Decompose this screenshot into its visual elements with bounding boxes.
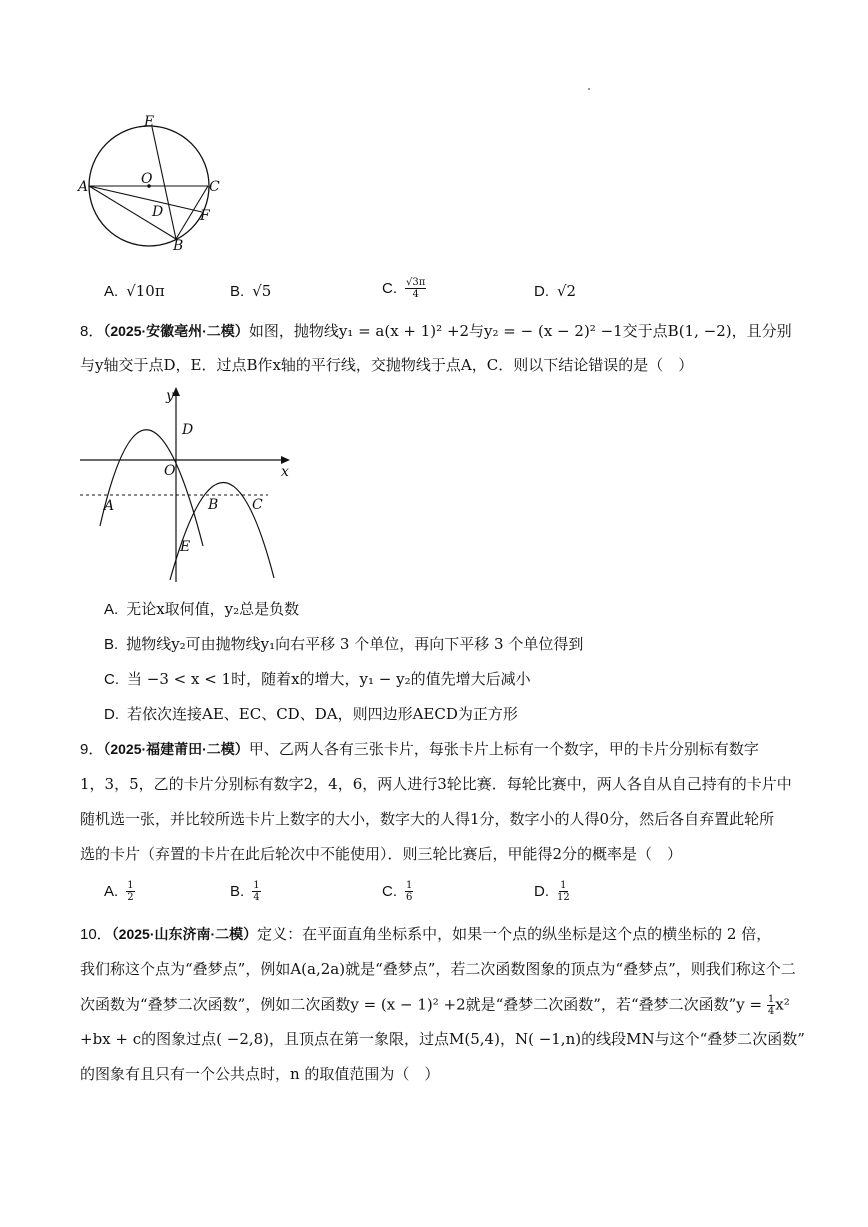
- q9-option-d[interactable]: D. $\frac{1}{12}$: [534, 880, 570, 903]
- circle-figure: [72, 112, 232, 252]
- fraction: $\frac{1}{2}$: [127, 880, 134, 903]
- stray-dot: [588, 88, 590, 90]
- q9-option-b[interactable]: B. $\frac{1}{4}$: [230, 880, 260, 903]
- label-o: O: [164, 463, 176, 479]
- q8-option-c[interactable]: C. 当 −3 < x < 1时，随着x的增大，y₁ − y₂的值先增大后减小: [104, 670, 531, 688]
- label-f: F: [200, 208, 210, 224]
- q9-line-2: 1，3，5，乙的卡片分别标有数字2，4，6，两人进行3轮比赛．每轮比赛中，两人各自从自己持有的卡片中: [80, 775, 792, 793]
- label-b: B: [208, 497, 219, 513]
- label-a: A: [78, 179, 89, 195]
- q7-option-d[interactable]: D. √2: [534, 282, 577, 300]
- q10-line-2: 我们称这个点为“叠梦点”，例如A(a,2a)就是“叠梦点”，若二次函数图象的顶点为“叠梦点”，则我们称这个二: [80, 960, 796, 978]
- q9-line-4: 选的卡片（弃置的卡片在此后轮次中不能使用）．则三轮比赛后，甲能得2分的概率是（ ）: [80, 845, 683, 863]
- q9-line-3: 随机选一张，并比较所选卡片上数字的大小，数字大的人得1分，数字小的人得0分，然后各自弃置此轮所: [80, 810, 775, 828]
- q9-option-a[interactable]: A. $\frac{1}{2}$: [104, 880, 134, 903]
- q8-line-2: 与y轴交于点D，E．过点B作x轴的平行线，交抛物线于点A，C．则以下结论错误的是（ ）: [80, 356, 694, 374]
- q8-option-a[interactable]: A. 无论x取何值，y₂总是负数: [104, 600, 300, 618]
- label-e: E: [144, 114, 155, 130]
- parabola-y1: [100, 430, 203, 546]
- q8-option-d[interactable]: D. 若依次连接AE、EC、CD、DA，则四边形AECD为正方形: [104, 705, 518, 723]
- q10-line-1: 10．（2025·山东济南·二模）定义：在平面直角坐标系中，如果一个点的纵坐标是这个点的横坐标的 2 倍，: [80, 925, 772, 943]
- label-x: x: [281, 464, 289, 480]
- q9-option-c[interactable]: C. $\frac{1}{6}$: [382, 880, 413, 903]
- fraction: $\frac{1}{6}$: [406, 880, 413, 903]
- x-axis-arrow: [281, 456, 290, 464]
- fraction: $\frac{1}{12}$: [557, 880, 570, 903]
- label-d: D: [182, 422, 194, 438]
- q7-option-b[interactable]: B. √5: [230, 282, 272, 300]
- label-a: A: [104, 498, 115, 514]
- fraction: $\frac{1}{4}$: [767, 994, 775, 1017]
- q10-line-3: 次函数为“叠梦二次函数”，例如二次函数y = (x − 1)² +2就是“叠梦二次函数”，若“叠梦二次函数”y = $\frac{1}{4}$ x²: [80, 994, 790, 1017]
- label-b: B: [173, 238, 184, 252]
- label-y: y: [166, 388, 174, 404]
- chord-eb: [152, 127, 176, 239]
- q7-option-a[interactable]: A. √10π: [104, 282, 165, 300]
- q7-option-c[interactable]: C. $\frac{√3\pi}{4}$: [382, 277, 426, 300]
- q9-line-1: 9．（2025·福建莆田·二模）甲、乙两人各有三张卡片，每张卡片上标有一个数字，甲的卡片分别标有数字: [80, 740, 759, 758]
- fraction: $\frac{√3\pi}{4}$: [406, 277, 426, 300]
- q10-line-4: +bx + c的图象过点( −2,8)，且顶点在第一象限，过点M(5,4)，N( −1,n)的线段MN与这个“叠梦二次函数”: [80, 1030, 805, 1048]
- label-e: E: [180, 539, 191, 555]
- q10-line-5: 的图象有且只有一个公共点时，n 的取值范围为（ ）: [80, 1065, 440, 1083]
- label-c: C: [252, 497, 263, 513]
- parabola-figure: [78, 384, 294, 586]
- label-o: O: [141, 171, 153, 187]
- label-d: D: [152, 204, 164, 220]
- q8-option-b[interactable]: B. 抛物线y₂可由抛物线y₁向右平移 3 个单位，再向下平移 3 个单位得到: [104, 635, 584, 653]
- q8-line-1: 8．（2025·安徽亳州·二模）如图，抛物线y₁ = a(x + 1)² +2与y₂ = − (x − 2)² −1交于点B(1, −2)，且分别: [80, 322, 792, 340]
- segment-af: [89, 186, 202, 212]
- label-c: C: [209, 179, 220, 195]
- fraction: $\frac{1}{4}$: [253, 880, 260, 903]
